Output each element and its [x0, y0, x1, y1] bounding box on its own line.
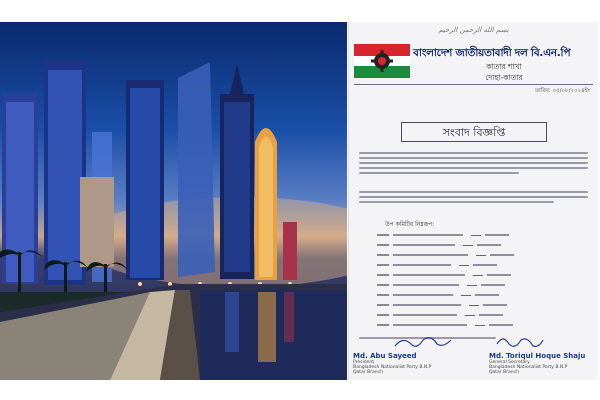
signatory-org: Bangladesh Nationalist Party B.N.P: [489, 365, 568, 370]
press-release-document: [349, 22, 598, 380]
skyline-photo: [0, 22, 347, 380]
signatory-name: Md. Abu Sayeed: [353, 352, 417, 360]
branch-name: কাতার শাখা: [486, 62, 522, 71]
list-item: [377, 240, 547, 250]
signatory-title: General Secretary: [489, 360, 530, 365]
signatory-title: President: [353, 360, 374, 365]
party-name: বাংলাদেশ জাতীয়তাবাদী দল বি.এন.পি: [413, 47, 571, 59]
signature-mark-icon: [495, 336, 545, 350]
press-release-heading: সংবাদ বিজ্ঞপ্তি: [401, 122, 547, 142]
body-paragraph-2: [359, 188, 588, 206]
signatory-branch: Qatar Branch: [489, 370, 519, 375]
signatory-org: Bangladesh Nationalist Party B.N.P: [353, 365, 432, 370]
list-item: [377, 300, 547, 310]
list-item: [377, 290, 547, 300]
list-item: [377, 250, 547, 260]
arabic-heading: بسم الله الرحمن الرحيم: [438, 26, 509, 34]
header-divider: [354, 84, 593, 85]
list-item: [377, 230, 547, 240]
committee-list-title: উপ কমিটির নিম্নরূপ:: [385, 221, 435, 228]
committee-member-list: [377, 230, 547, 330]
list-item: [377, 320, 547, 330]
list-item: [377, 280, 547, 290]
list-item: [377, 260, 547, 270]
bnp-flag-icon: [354, 44, 410, 78]
body-paragraph-1: [359, 149, 588, 177]
signature-mark-icon: [393, 336, 453, 350]
signatory-branch: Qatar Branch: [353, 370, 383, 375]
signature-president: [353, 340, 453, 378]
branch-city: দোহা-কাতার: [485, 73, 523, 82]
skyline-illustration: [0, 22, 347, 380]
list-item: [377, 270, 547, 280]
signature-general-secretary: [489, 340, 589, 378]
signatory-name: Md. Toriqul Hoque Shaju: [489, 352, 586, 360]
document-date: তারিখ: ০৫/০৮/২০২৪ইং: [534, 88, 590, 94]
list-item: [377, 310, 547, 320]
